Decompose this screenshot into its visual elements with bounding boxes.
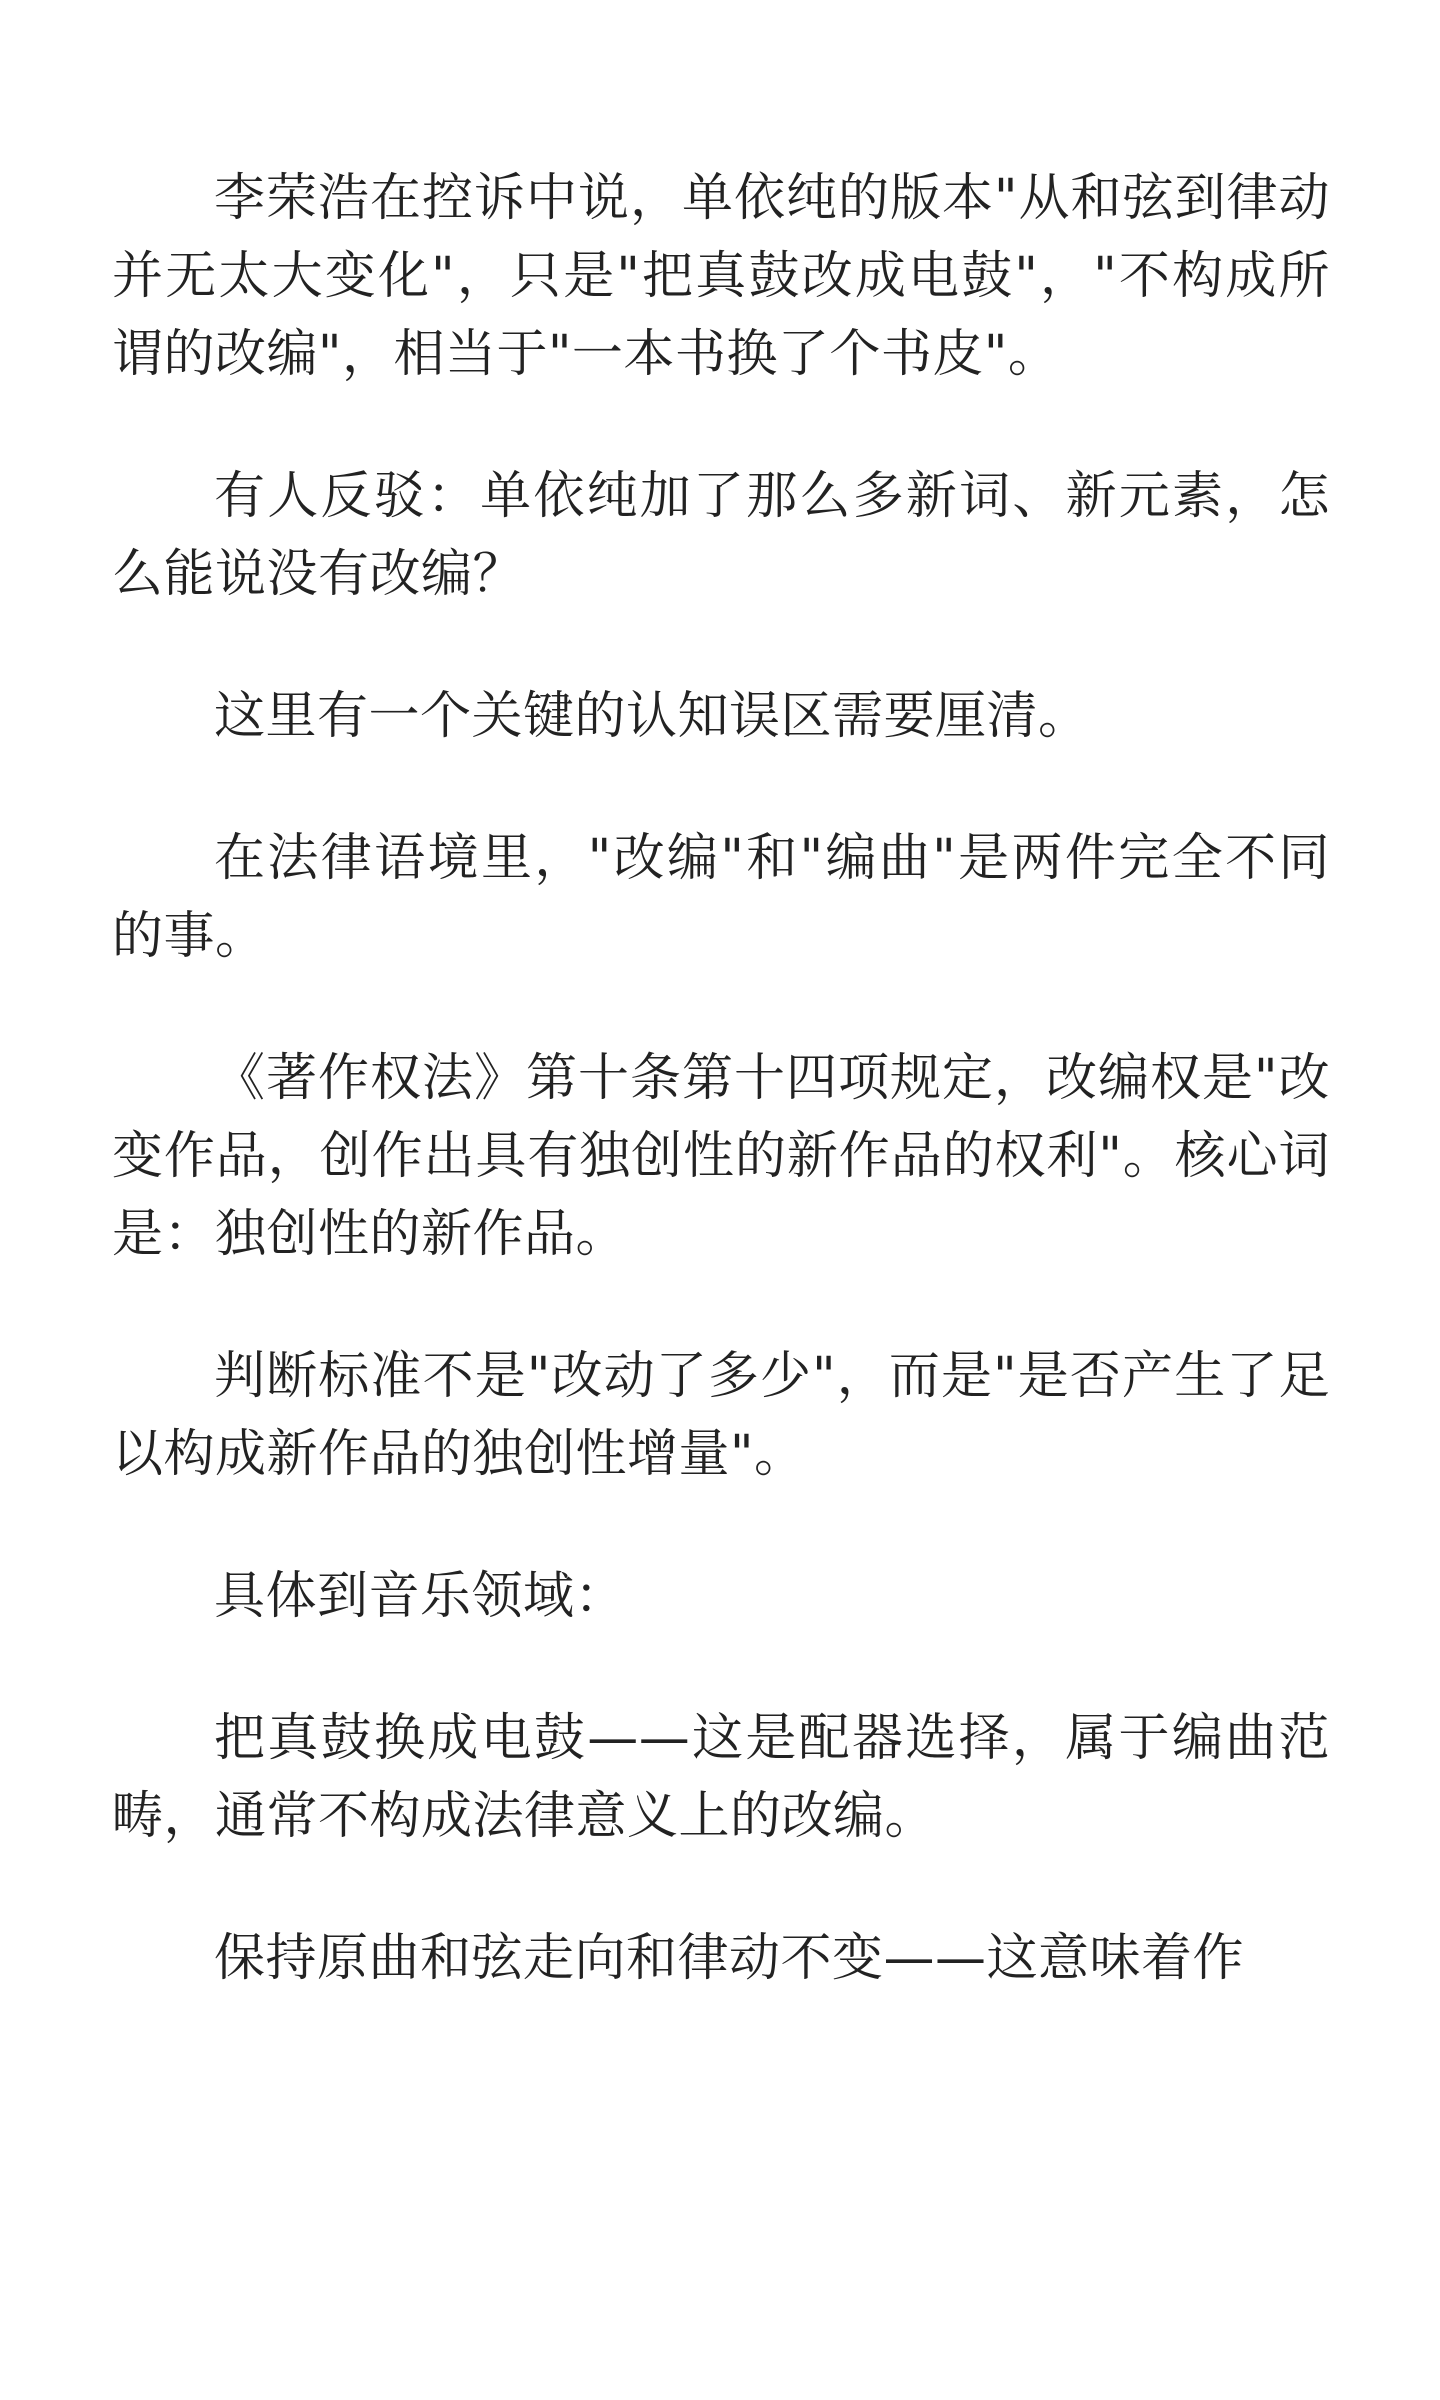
paragraph-copyright-law: 《著作权法》第十条第十四项规定，改编权是"改变作品，创作出具有独创性的新作品的权利"。核心词是：独创性的新作品。 [112, 1049, 1330, 1264]
paragraph-judgment-standard: 判断标准不是"改动了多少"，而是"是否产生了足以构成新作品的独创性增量"。 [112, 1347, 1330, 1484]
paragraph-legal-context: 在法律语境里，"改编"和"编曲"是两件完全不同的事。 [112, 829, 1330, 966]
paragraph-complaint: 李荣浩在控诉中说，单依纯的版本"从和弦到律动并无太大变化"，只是"把真鼓改成电鼓"，"不构成所谓的改编"，相当于"一本书换了个书皮"。 [112, 169, 1330, 384]
paragraph-chord-progression: 保持原曲和弦走向和律动不变——这意味着作 [214, 1929, 1245, 1988]
paragraph-music-field: 具体到音乐领域： [214, 1567, 627, 1626]
paragraph-rebuttal: 有人反驳：单依纯加了那么多新词、新元素，怎么能说没有改编？ [112, 467, 1330, 604]
paragraph-misconception: 这里有一个关键的认知误区需要厘清。 [214, 687, 1090, 746]
paragraph-drum-change: 把真鼓换成电鼓——这是配器选择，属于编曲范畴，通常不构成法律意义上的改编。 [112, 1709, 1330, 1846]
article-body [112, 160, 1330, 2062]
